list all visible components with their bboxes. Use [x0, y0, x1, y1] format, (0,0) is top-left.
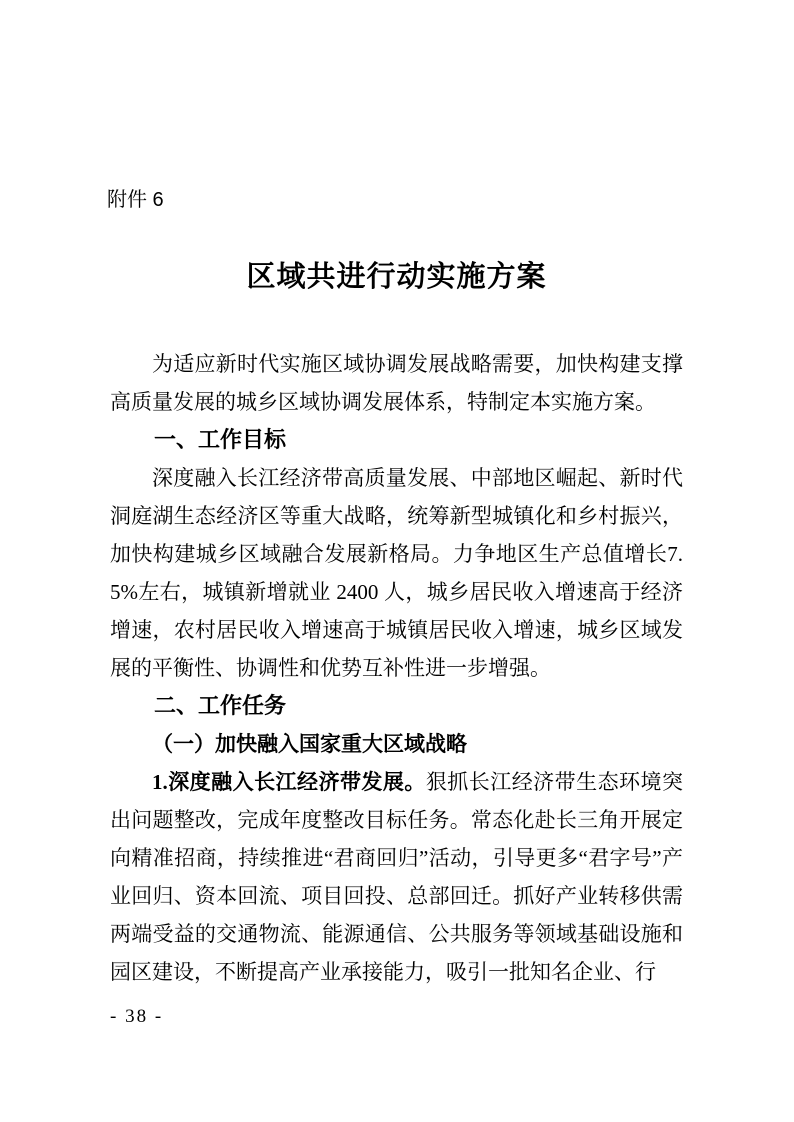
- section-heading-work-goals: 一、工作目标: [154, 427, 287, 452]
- section-heading-work-tasks: 二、工作任务: [154, 693, 287, 718]
- paragraph-goals: 深度融入长江经济带高质量发展、中部地区崛起、新时代洞庭湖生态经济区等重大战略，统筹新型城镇化和乡村振兴，加快构建城乡区域融合发展新格局。力争地区生产总值增长7.5%左右，城镇新增就业 2400 人，城乡居民收入增速高于经济增速，农村居民收入增速高于城镇居民收入增速，城乡区域发展的平衡性、协调性和优势互补性进一步增强。: [110, 466, 683, 680]
- paragraph-task-yangtze-lead: 1.深度融入长江经济带发展。: [152, 770, 426, 794]
- subsection-heading-national-strategies: （一）加快融入国家重大区域战略: [152, 732, 467, 756]
- attachment-label: 附件 6: [107, 189, 164, 211]
- paragraph-task-yangtze: [110, 763, 683, 991]
- document-body: [110, 345, 683, 991]
- document-title: 区域共进行动实施方案: [246, 261, 547, 293]
- page-number: - 38 -: [110, 1006, 164, 1027]
- paragraph-intro: 为适应新时代实施区域协调发展战略需要，加快构建支撑高质量发展的城乡区域协调发展体系，特制定本实施方案。: [110, 352, 683, 414]
- paragraph-task-yangtze-body: 狠抓长江经济带生态环境突出问题整改，完成年度整改目标任务。常态化赴长三角开展定向精准招商，持续推进“君商回归”活动，引导更多“君字号”产业回归、资本回流、项目回投、总部回迁。抓好产业转移供需两端受益的交通物流、能源通信、公共服务等领域基础设施和园区建设，不断提高产业承接能力，吸引一批知名企业、行: [110, 770, 683, 984]
